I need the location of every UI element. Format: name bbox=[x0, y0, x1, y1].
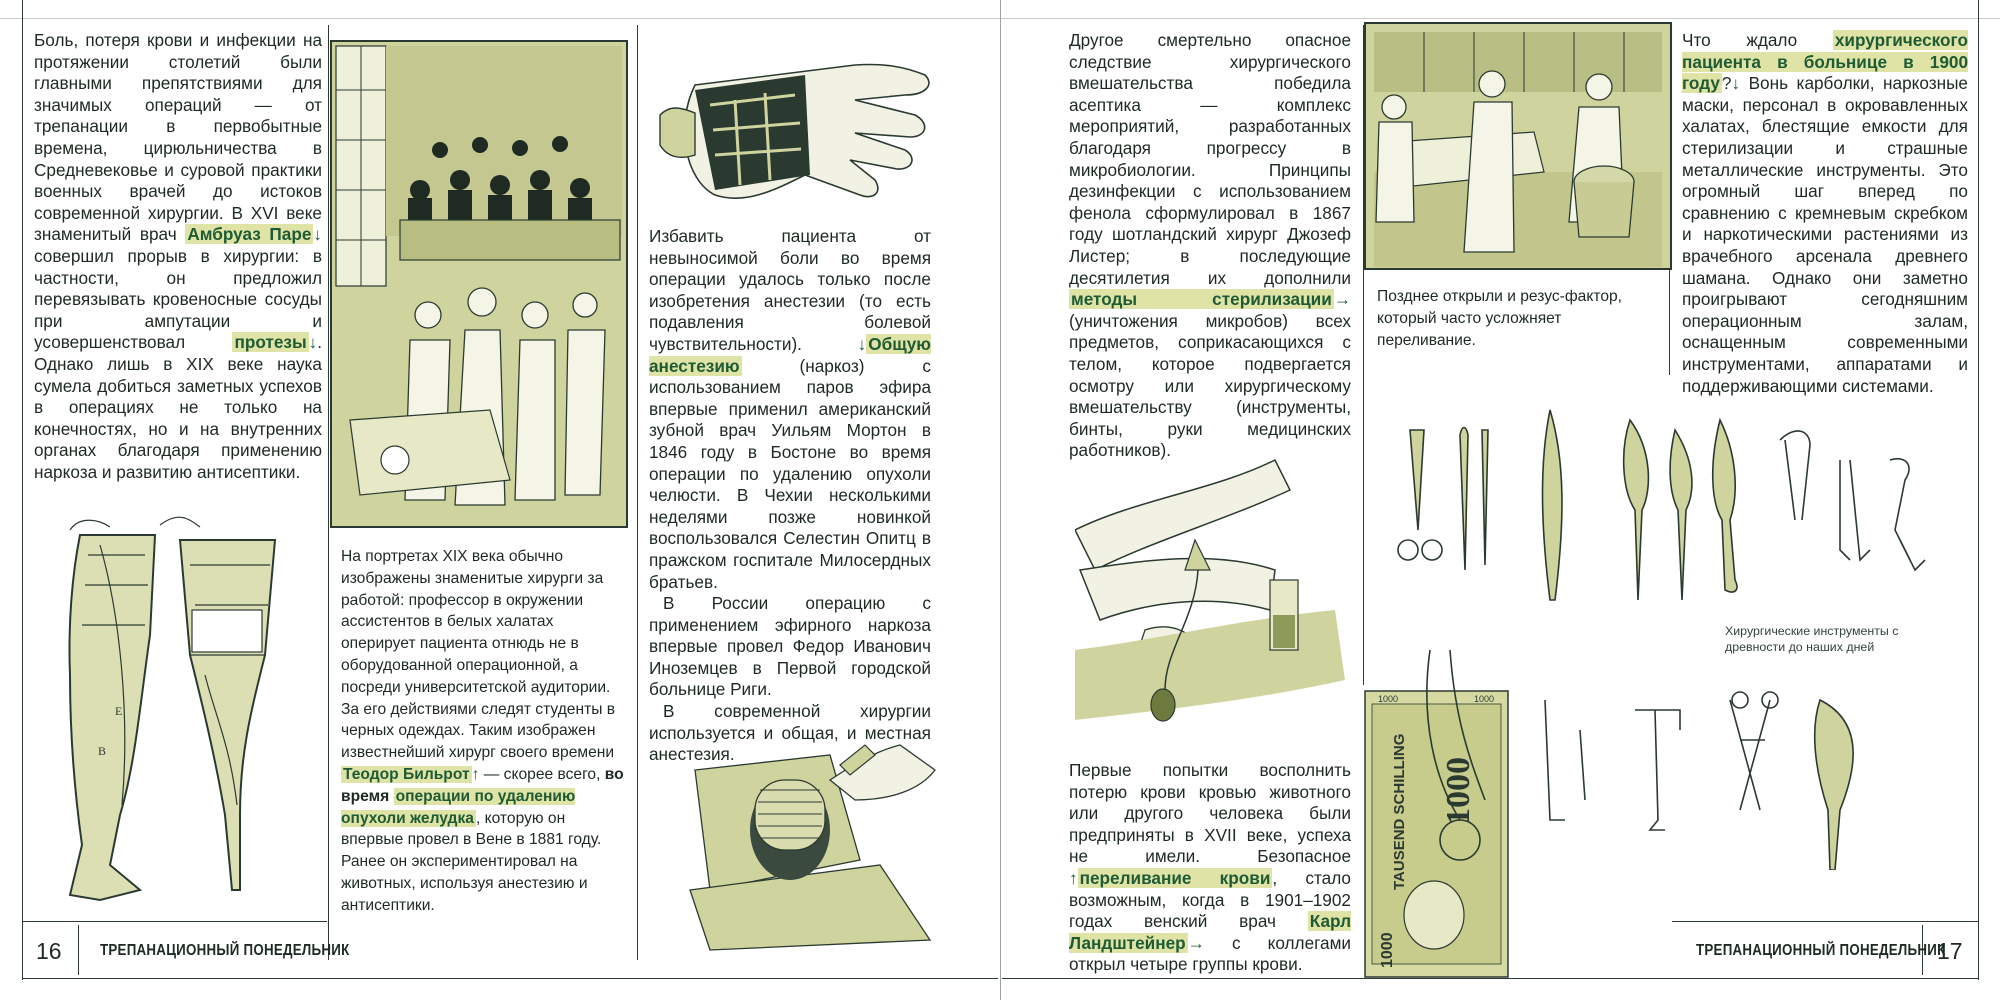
column-divider bbox=[328, 25, 329, 960]
page-number-left: 16 bbox=[36, 938, 62, 964]
right-margin-line bbox=[1978, 0, 1979, 980]
highlight-billroth: Теодор Бильрот bbox=[343, 765, 470, 783]
footer-rule bbox=[22, 921, 327, 922]
svg-text:E: E bbox=[115, 704, 123, 718]
billroth-operation-illustration bbox=[330, 40, 628, 528]
highlight-stomach-surgery: операции по удалению опухоли желудка bbox=[341, 787, 576, 827]
banknote-legend: TAUSEND SCHILLING bbox=[1391, 733, 1408, 890]
ether-mask-illustration bbox=[680, 740, 950, 955]
intro-paragraph: Боль, потеря крови и инфекции на протяжении столетий были главными препятствиями для значимых операций — от трепанации в первобытные времена, цирюльничества в Средневековье и суровой практики военных врачей до истоков современной хирургии. В XVI веке знаменитый врач Амбруаз Паре ↓ совершил прорыв в хирургии: в частности, он предложил перевязывать кровеносные сосуды при ампутации и усовершенствовал протезы ↓. Однако лишь в XIX веке наука сумела добиться заметных успехов в операциях не только на конечностях, но и на внутренних органах благодаря применению наркоза и развитию антисептики. bbox=[34, 30, 323, 482]
hospital-1900-text: Что ждало хирургического пациента в больнице в 1900 году ?↓ Вонь карболки, наркозные маски, персонал в окровавленных халатах, блестящие емкости для стерилизации и страшные металлические инструменты. Это огромный шаг вперед по сравнению с кремневым скребком и наркотическими растениями из врачебного арсенала древнего шамана. Однако они заметно проигрывают сегодняшним операционным залам, оснащенным современными инструментами, аппаратами и поддерживающими системами. bbox=[1682, 30, 1968, 396]
highlight-sterilization: методы стерилизации bbox=[1071, 289, 1332, 310]
banknote-value: 1000 bbox=[1379, 932, 1396, 968]
rhesus-caption: Позднее открыли и резус-фактор, который часто усложняет переливание. bbox=[1377, 288, 1622, 349]
highlight-ambroise-pare: Амбруаз Паре bbox=[187, 224, 312, 245]
page-number-right: 17 bbox=[1937, 938, 1963, 964]
surgical-instruments-illustration bbox=[1390, 400, 1970, 870]
prosthetic-legs-illustration bbox=[40, 515, 310, 920]
banknote-value: 1000 bbox=[1378, 694, 1399, 704]
svg-text:B: B bbox=[98, 744, 107, 758]
running-title-right: ТРЕПАНАЦИОННЫЙ ПОНЕДЕЛЬНИК bbox=[1696, 942, 1946, 959]
arrow-down-icon: ↓ bbox=[1731, 73, 1741, 94]
transfusion-text: Первые попытки восполнить потерю крови кровью животного или другого человека были предприняты в XVII веке, успеха не имели. Безопасное ↑ переливание крови , стало возможным, когда в 1901–1902 годах венский врач Карл Ландштейнер → с коллегами открыл четыре группы крови. bbox=[1069, 760, 1352, 975]
banknote-value: 1000 bbox=[1474, 694, 1495, 704]
arrow-right-icon: → bbox=[1187, 932, 1205, 953]
footer-bottom-rule bbox=[1002, 978, 1978, 979]
arrow-down-icon: ↓ bbox=[313, 224, 323, 245]
left-margin-line bbox=[22, 0, 23, 980]
arrow-right-icon: → bbox=[1333, 289, 1351, 310]
hospital-1900-illustration bbox=[1364, 22, 1672, 270]
footer-rule bbox=[1672, 921, 1978, 922]
column-divider bbox=[637, 25, 638, 960]
billroth-caption: На портретах XIX века обычно изображены знаменитые хирурги за работой: профессор в окружении ассистентов в белых халатах оперирует пациента отнюдь не в оборудованной операционной, а посреди университетской аудитории. За его действиями следят студенты в черных одеждах. Таким изображен известнейший хирург своего времени Теодор Бильрот ↑ — скорее всего, во время операции по удалению опухоли желудка , которую он впервые провел в Вене в 1881 году. Ранее он экспериментировал на животных, используя анестезию и антисептики. bbox=[341, 548, 624, 914]
blood-transfusion-illustration bbox=[1075, 420, 1355, 730]
footer-bottom-rule bbox=[22, 978, 998, 979]
asepsis-text: Другое смертельно опасное следствие хирургического вмешательства победила асептика — комплекс мероприятий, разработанных благодаря прогрессу в микробиологии. Принципы дезинфекции с использованием фенола сформулировал в 1867 году шотландский хирург Джозеф Листер; в последующие десятилетия их дополнили методы стерилизации → (уничтожения микробов) всех предметов, соприкасающихся с телом, которое подвергается осмотру или хирургическому вмешательству (инструменты, бинты, руки медицинских работников). bbox=[1069, 30, 1351, 461]
arrow-down-icon: ↓ bbox=[308, 332, 318, 353]
spine-line bbox=[1000, 0, 1001, 1000]
banknote-value: 1000 bbox=[1440, 757, 1477, 825]
footer-divider bbox=[78, 925, 79, 975]
anesthesia-text: Избавить пациента от невыносимой боли во время операции удалось только после изобретения анестезии (то есть подавления болевой чувствительности). ↓ Общую анестезию (наркоз) с использованием паров эфира впервые применил американский зубной врач Уильям Мортон в 1846 году в Бостоне во время операции по удалению опухоли челюсти. В Чехии несколькими неделями позже новинкой воспользовался Селестин Опитц в пражском госпитале Милосердных братьев. В России операцию с применением эфирного наркоза впервые провел Федор Иванович Иноземцев в Первой городской больнице Риги. В современной хирургии используется и общая, и местная анестезия. bbox=[649, 226, 931, 765]
arrow-up-icon: ↑ bbox=[1069, 867, 1078, 888]
arrow-down-icon: ↓ bbox=[857, 333, 867, 354]
running-title-left: ТРЕПАНАЦИОННЫЙ ПОНЕДЕЛЬНИК bbox=[100, 942, 350, 959]
hand-illustration bbox=[655, 45, 940, 225]
highlight-prostheses: протезы bbox=[234, 332, 307, 353]
arrow-up-icon: ↑ bbox=[471, 765, 480, 783]
instruments-caption: Хирургические инструменты с древности до наших дней bbox=[1725, 624, 1899, 654]
highlight-general-anesthesia: Общую анестезию bbox=[649, 333, 931, 376]
highlight-landsteiner: Карл Ландштейнер bbox=[1069, 911, 1352, 953]
highlight-hospital-1900: хирургического пациента в больнице в 1900 году bbox=[1682, 30, 1968, 94]
highlight-transfusion: переливание крови bbox=[1079, 867, 1271, 888]
